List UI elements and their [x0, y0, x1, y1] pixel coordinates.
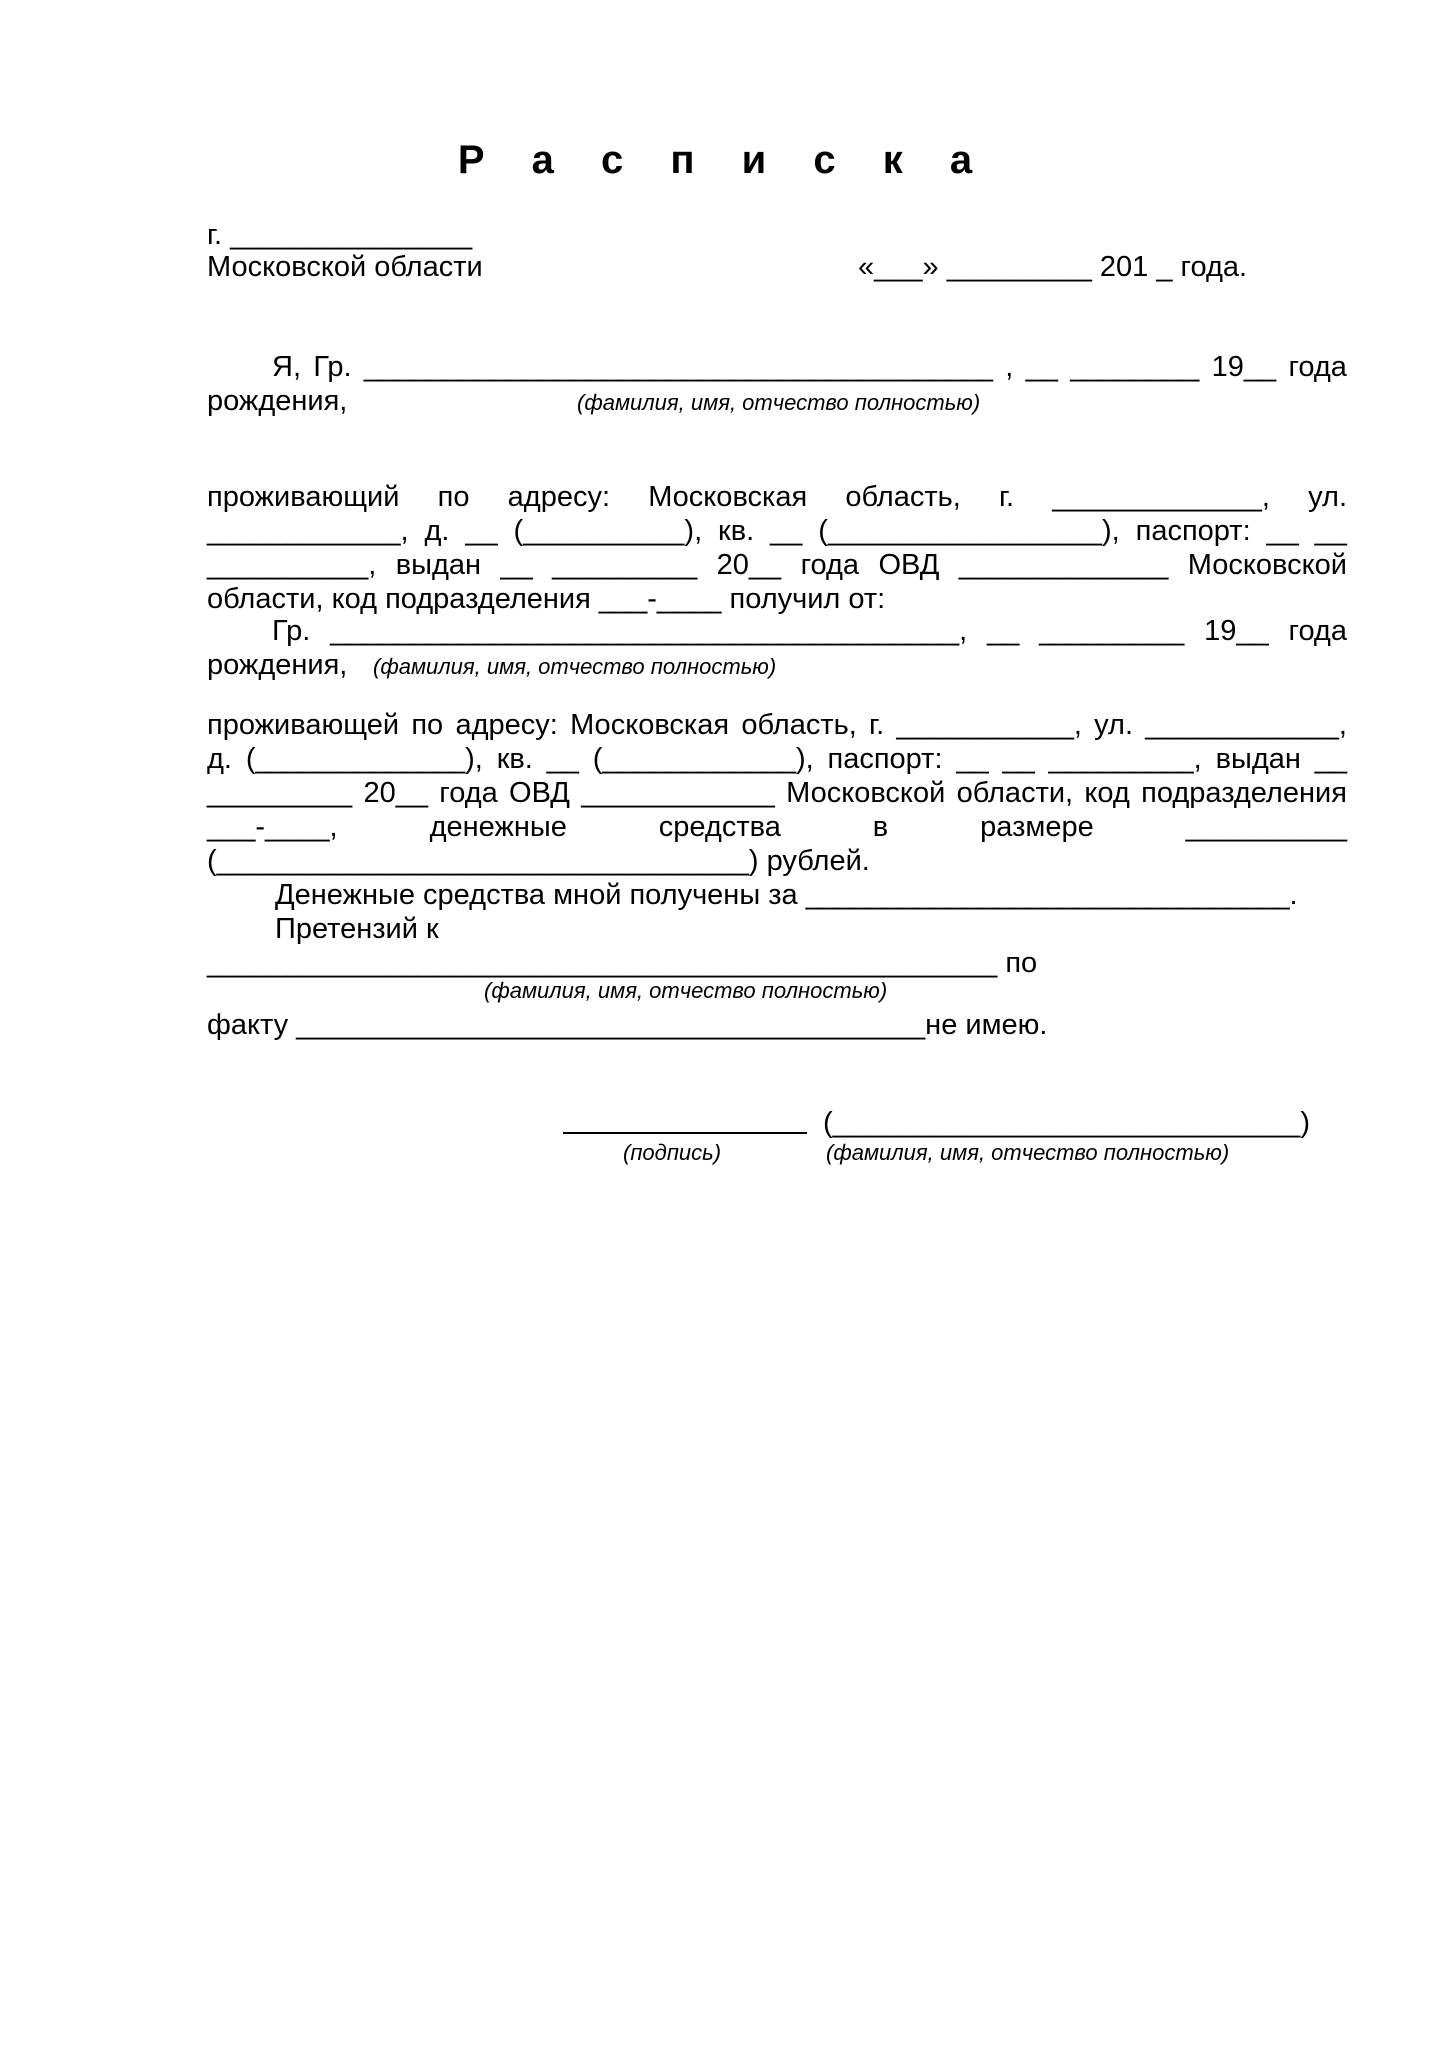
text-fragment: ________ [1070, 351, 1200, 383]
text-fragment: проживающий [207, 481, 400, 513]
block1-name-hint: (фамилия, имя, отчество полностью) [577, 390, 981, 415]
block3-line2 [207, 742, 1347, 776]
text-fragment: Я, [272, 351, 301, 383]
text-fragment: года [1288, 615, 1347, 647]
text-fragment: года [1288, 351, 1347, 383]
text-fragment: область, [741, 709, 857, 741]
text-fragment: _________, [1048, 743, 1202, 775]
block2-line1 [207, 480, 1347, 514]
text-fragment: __ [956, 743, 989, 775]
block2-line4: области, код подразделения ___-____ получил от: [207, 583, 886, 615]
received-for-line: Денежные средства мной получены за ______________________________. [275, 879, 1298, 911]
text-fragment: (_________________), [818, 515, 1120, 547]
text-fragment: кв. [718, 515, 755, 547]
text-fragment: года [800, 549, 860, 581]
text-fragment: паспорт: [827, 743, 943, 775]
fact-line: факту _______________________________________не имею. [207, 1009, 1048, 1041]
block3-line3 [207, 776, 1347, 810]
text-fragment: __ [500, 549, 533, 581]
claims-name-hint: (фамилия, имя, отчество полностью) [484, 978, 888, 1003]
text-fragment: ОВД [509, 777, 570, 809]
region-label: Московской области [207, 251, 483, 283]
text-fragment: __ [987, 615, 1020, 647]
text-fragment: д. [207, 743, 232, 775]
block1-line1 [272, 350, 1347, 384]
text-fragment: в [872, 811, 889, 843]
block1-line2: рождения, [207, 385, 348, 417]
block2-line5 [272, 614, 1347, 648]
text-fragment: ОВД [878, 549, 940, 581]
text-fragment: г. [869, 709, 885, 741]
text-fragment: __ [465, 515, 498, 547]
text-fragment: __ [1314, 515, 1347, 547]
text-fragment: __ [1266, 515, 1299, 547]
text-fragment: выдан [395, 549, 482, 581]
text-fragment: г. [998, 481, 1015, 513]
text-fragment: __ [770, 515, 803, 547]
text-fragment: _________ [552, 549, 698, 581]
block2-line6: рождения, [207, 649, 348, 681]
text-fragment: , [1005, 351, 1014, 383]
text-fragment: 20__ [363, 777, 428, 809]
text-fragment: (__________), [513, 515, 703, 547]
text-fragment: области, [956, 777, 1074, 809]
text-fragment: _______________________________________ [363, 351, 993, 383]
text-fragment: ул. [1094, 709, 1134, 741]
text-fragment: ____________, [1145, 709, 1347, 741]
text-fragment: __________, [207, 549, 377, 581]
text-fragment: 19__ [1211, 351, 1277, 383]
text-fragment: 20__ [716, 549, 782, 581]
text-fragment: (____________), [592, 743, 814, 775]
text-fragment: __ [1002, 743, 1035, 775]
block3-line4 [207, 810, 1347, 844]
text-fragment: (_____________), [245, 743, 483, 775]
block2-name-hint: (фамилия, имя, отчество полностью) [373, 654, 777, 679]
text-fragment: __________ [1185, 811, 1347, 843]
text-fragment: Московская [648, 481, 808, 513]
text-fragment: паспорт: [1135, 515, 1251, 547]
date-line: «___» _________ 201 _ года. [858, 251, 1248, 283]
signature-hint: (подпись) [623, 1140, 722, 1165]
text-fragment: _______________________________________, [330, 615, 968, 647]
text-fragment: ____________, [207, 515, 409, 547]
text-fragment: размере [980, 811, 1094, 843]
text-fragment: 19__ [1204, 615, 1269, 647]
text-fragment: код [1084, 777, 1130, 809]
text-fragment: выдан [1215, 743, 1301, 775]
text-fragment: подразделения [1141, 777, 1347, 809]
block2-line2 [207, 514, 1347, 548]
text-fragment: _________ [1039, 615, 1185, 647]
text-fragment: ____________ [581, 777, 775, 809]
text-fragment: Московской [786, 777, 946, 809]
text-fragment: __ [1025, 351, 1058, 383]
signature-line [563, 1132, 807, 1134]
text-fragment: д. [424, 515, 450, 547]
text-fragment: Гр. [272, 615, 311, 647]
block3-line1 [207, 708, 1347, 742]
text-fragment: ___________, [896, 709, 1082, 741]
text-fragment: проживающей [207, 709, 400, 741]
text-fragment: _____________, [1052, 481, 1270, 513]
text-fragment: Московская [570, 709, 730, 741]
text-fragment: средства [658, 811, 781, 843]
text-fragment: по [437, 481, 470, 513]
text-fragment: Московской [1187, 549, 1347, 581]
claims-line: _________________________________________________ по [207, 947, 1038, 979]
text-fragment: адресу: [507, 481, 611, 513]
signature-name-line: (_____________________________) [823, 1107, 1311, 1139]
text-fragment: адресу: [455, 709, 558, 741]
text-fragment: __ [546, 743, 579, 775]
document-title: Р а с п и с к а [457, 138, 991, 182]
text-fragment: Гр. [313, 351, 352, 383]
text-fragment: _________ [207, 777, 353, 809]
text-fragment: __ [1314, 743, 1347, 775]
text-fragment: кв. [496, 743, 533, 775]
signature-name-hint: (фамилия, имя, отчество полностью) [826, 1140, 1230, 1165]
block3-line5: (_________________________________) рублей. [207, 845, 870, 877]
text-fragment: ___-____, [207, 811, 338, 843]
city-line: г. _______________ [207, 219, 473, 251]
text-fragment: по [411, 709, 444, 741]
text-fragment: денежные [429, 811, 567, 843]
text-fragment: область, [845, 481, 961, 513]
claims-intro: Претензий к [275, 913, 439, 945]
block2-line3 [207, 548, 1347, 582]
text-fragment: _____________ [958, 549, 1169, 581]
text-fragment: ул. [1308, 481, 1347, 513]
text-fragment: года [439, 777, 498, 809]
